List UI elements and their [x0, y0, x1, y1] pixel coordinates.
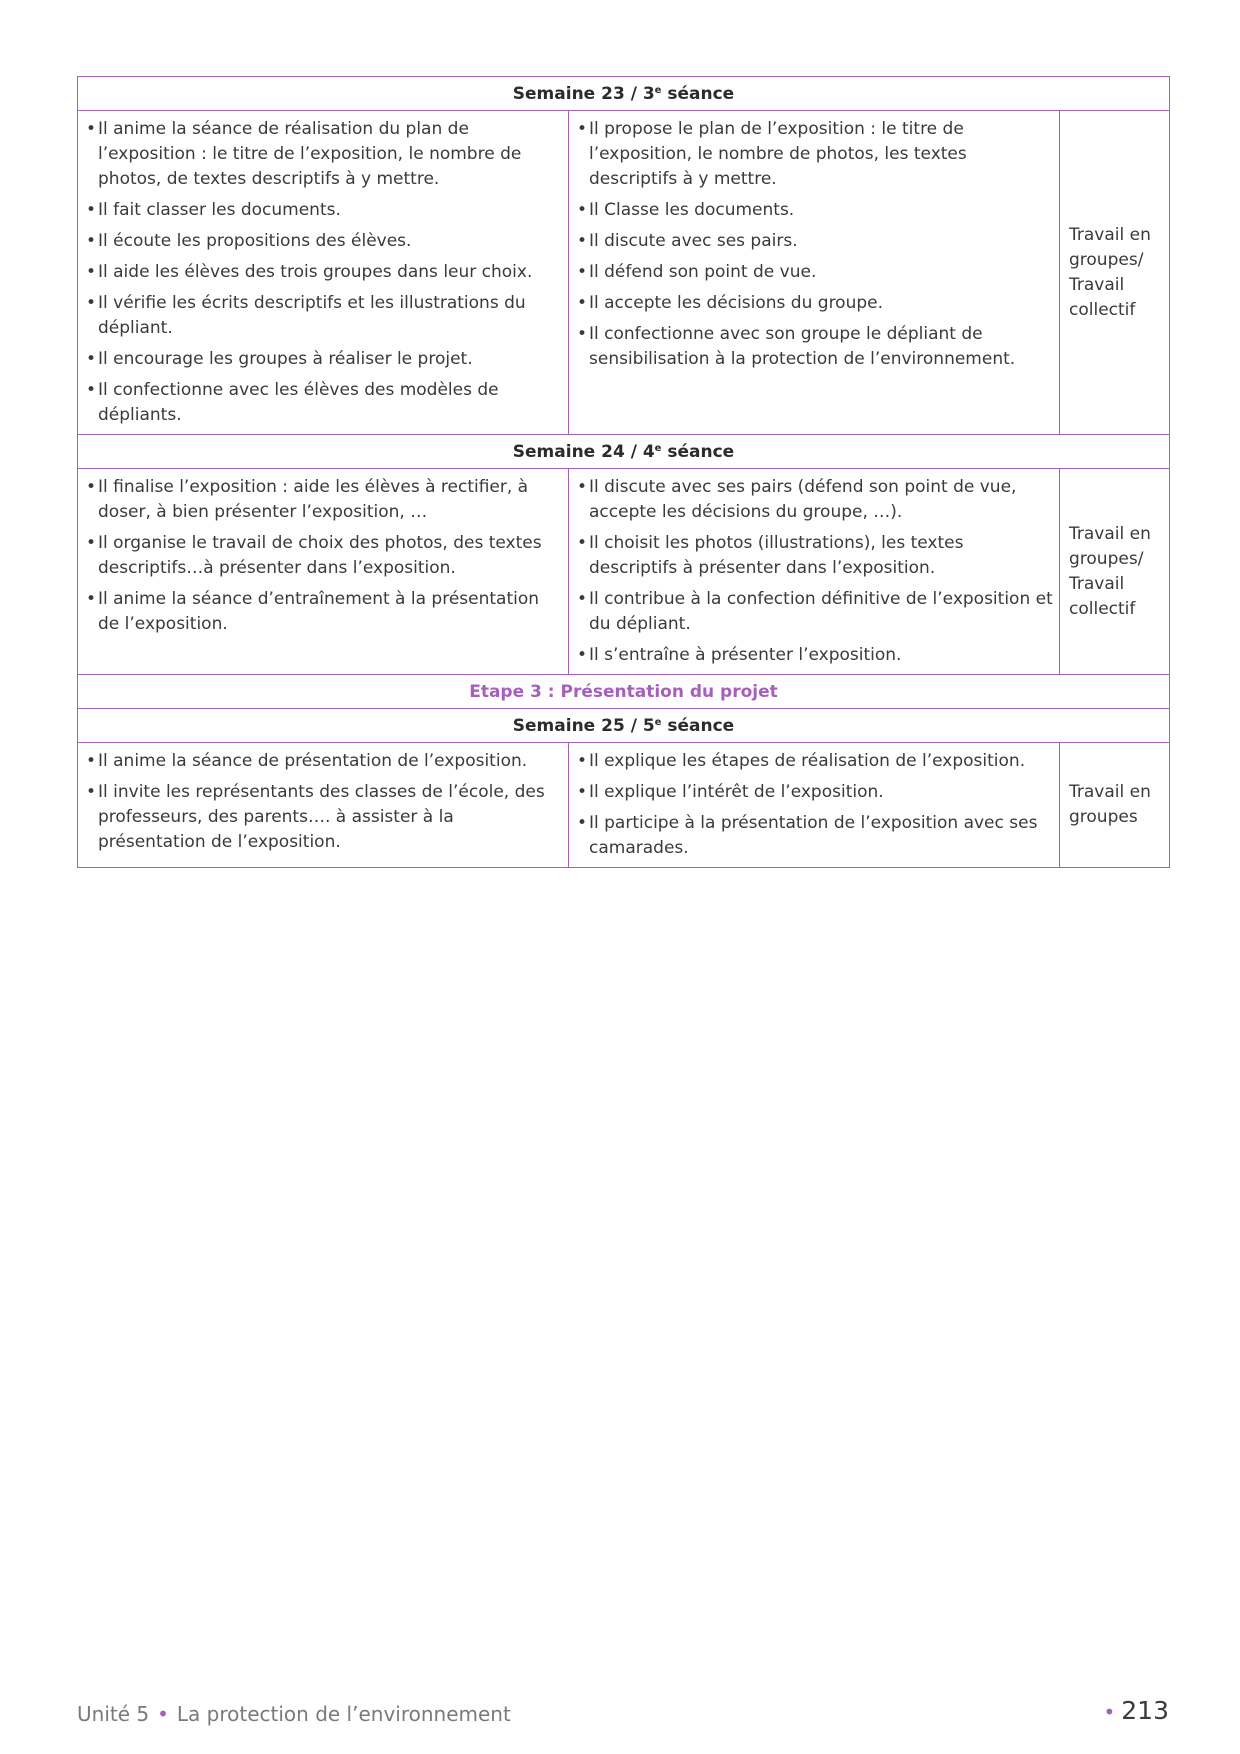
work-mode-cell — [1060, 469, 1170, 675]
stage-title: Etape 3 : Présentation du projet — [78, 675, 1170, 709]
student-activity-item: • Il propose le plan de l’exposition : le titre de l’exposition, le nombre de photos, les textes descriptifs à y mettre. — [577, 117, 1053, 192]
student-activity-item: • Il contribue à la confection définitive de l’exposition et du dépliant. — [577, 587, 1053, 637]
student-activity-item: • Il choisit les photos (illustrations), les textes descriptifs à présenter dans l’exposition. — [577, 531, 1053, 581]
teacher-activities-list — [86, 749, 562, 855]
week-header-text: Semaine 24 / 4 — [512, 441, 655, 462]
teacher-activity-item: • Il finalise l’exposition : aide les élèves à rectifier, à doser, à bien présenter l’exposition, … — [86, 475, 562, 525]
student-activity-item: • Il confectionne avec son groupe le dépliant de sensibilisation à la protection de l’environnement. — [577, 322, 1053, 372]
work-mode-line: groupes/ — [1069, 548, 1144, 569]
week-body-row — [78, 111, 1170, 435]
teacher-activity-item: • Il vérifie les écrits descriptifs et les illustrations du dépliant. — [86, 291, 562, 341]
teacher-activities-list — [86, 475, 562, 637]
teacher-activity-item: • Il anime la séance d’entraînement à la présentation de l’exposition. — [86, 587, 562, 637]
student-activity-item: • Il accepte les décisions du groupe. — [577, 291, 1053, 316]
teacher-activities-cell — [78, 111, 569, 435]
week-header-row — [78, 435, 1170, 469]
week-header-row — [78, 709, 1170, 743]
teacher-activities-cell — [78, 743, 569, 868]
student-activity-item: • Il participe à la présentation de l’exposition avec ses camarades. — [577, 811, 1053, 861]
teacher-activity-item: • Il fait classer les documents. — [86, 198, 562, 223]
teacher-activities-cell — [78, 469, 569, 675]
footer-separator: • — [157, 1702, 169, 1726]
footer-unit-label: Unité 5 — [77, 1702, 150, 1726]
student-activities-list — [577, 117, 1053, 372]
lesson-plan-table — [77, 76, 1170, 868]
teacher-activity-item: • Il écoute les propositions des élèves. — [86, 229, 562, 254]
page-number-block — [1103, 1696, 1169, 1725]
work-mode-line: collectif — [1069, 299, 1136, 320]
teacher-activity-item: • Il aide les élèves des trois groupes dans leur choix. — [86, 260, 562, 285]
student-activities-cell — [569, 743, 1060, 868]
week-header — [78, 77, 1170, 111]
student-activities-cell — [569, 469, 1060, 675]
student-activity-item: • Il s’entraîne à présenter l’exposition. — [577, 643, 1053, 668]
teacher-activity-item: • Il anime la séance de présentation de l’exposition. — [86, 749, 562, 774]
work-mode-line: Travail — [1069, 274, 1125, 295]
work-mode-cell — [1060, 743, 1170, 868]
page-footer — [77, 1696, 1169, 1730]
work-mode-cell — [1060, 111, 1170, 435]
student-activity-item: • Il discute avec ses pairs (défend son point de vue, accepte les décisions du groupe, …). — [577, 475, 1053, 525]
week-header — [78, 435, 1170, 469]
work-mode-line: collectif — [1069, 598, 1136, 619]
student-activity-item: • Il explique les étapes de réalisation de l’exposition. — [577, 749, 1053, 774]
lesson-plan-body — [78, 77, 1170, 868]
teacher-activity-item: • Il organise le travail de choix des photos, des textes descriptifs…à présenter dans l’exposition. — [86, 531, 562, 581]
student-activity-item: • Il défend son point de vue. — [577, 260, 1053, 285]
week-header-tail: séance — [661, 715, 735, 736]
student-activity-item: • Il discute avec ses pairs. — [577, 229, 1053, 254]
week-body-row — [78, 469, 1170, 675]
teacher-activity-item: • Il invite les représentants des classes de l’école, des professeurs, des parents…. à assister à la présentation de l’exposition. — [86, 780, 562, 855]
week-body-row — [78, 743, 1170, 868]
work-mode-line: Travail en — [1069, 523, 1151, 544]
student-activity-item: • Il Classe les documents. — [577, 198, 1053, 223]
page-number: 213 — [1121, 1696, 1169, 1725]
work-mode-line: groupes — [1069, 807, 1138, 827]
week-header-tail: séance — [661, 441, 735, 462]
page-number-bullet: • — [1103, 1700, 1116, 1724]
week-header-text: Semaine 23 / 3 — [512, 83, 655, 104]
work-mode-line: groupes/ — [1069, 249, 1144, 270]
student-activities-list — [577, 475, 1053, 668]
student-activities-cell — [569, 111, 1060, 435]
teacher-activity-item: • Il encourage les groupes à réaliser le projet. — [86, 347, 562, 372]
teacher-activities-list — [86, 117, 562, 428]
teacher-activity-item: • Il confectionne avec les élèves des modèles de dépliants. — [86, 378, 562, 428]
work-mode-line: Travail en — [1069, 224, 1151, 245]
week-header-sup: e — [654, 442, 662, 454]
student-activity-item: • Il explique l’intérêt de l’exposition. — [577, 780, 1053, 805]
week-header-tail: séance — [661, 83, 735, 104]
week-header — [78, 709, 1170, 743]
work-mode-line: Travail en — [1069, 782, 1151, 802]
stage-row — [78, 675, 1170, 709]
footer-unit — [77, 1702, 511, 1726]
work-mode-line: Travail — [1069, 573, 1125, 594]
footer-unit-title: La protection de l’environnement — [176, 1702, 511, 1726]
week-header-sup: e — [654, 716, 662, 728]
week-header-text: Semaine 25 / 5 — [512, 715, 655, 736]
week-header-row — [78, 77, 1170, 111]
student-activities-list — [577, 749, 1053, 861]
teacher-activity-item: • Il anime la séance de réalisation du plan de l’exposition : le titre de l’exposition, le nombre de photos, de textes descriptifs à y mettre. — [86, 117, 562, 192]
week-header-sup: e — [654, 84, 662, 96]
